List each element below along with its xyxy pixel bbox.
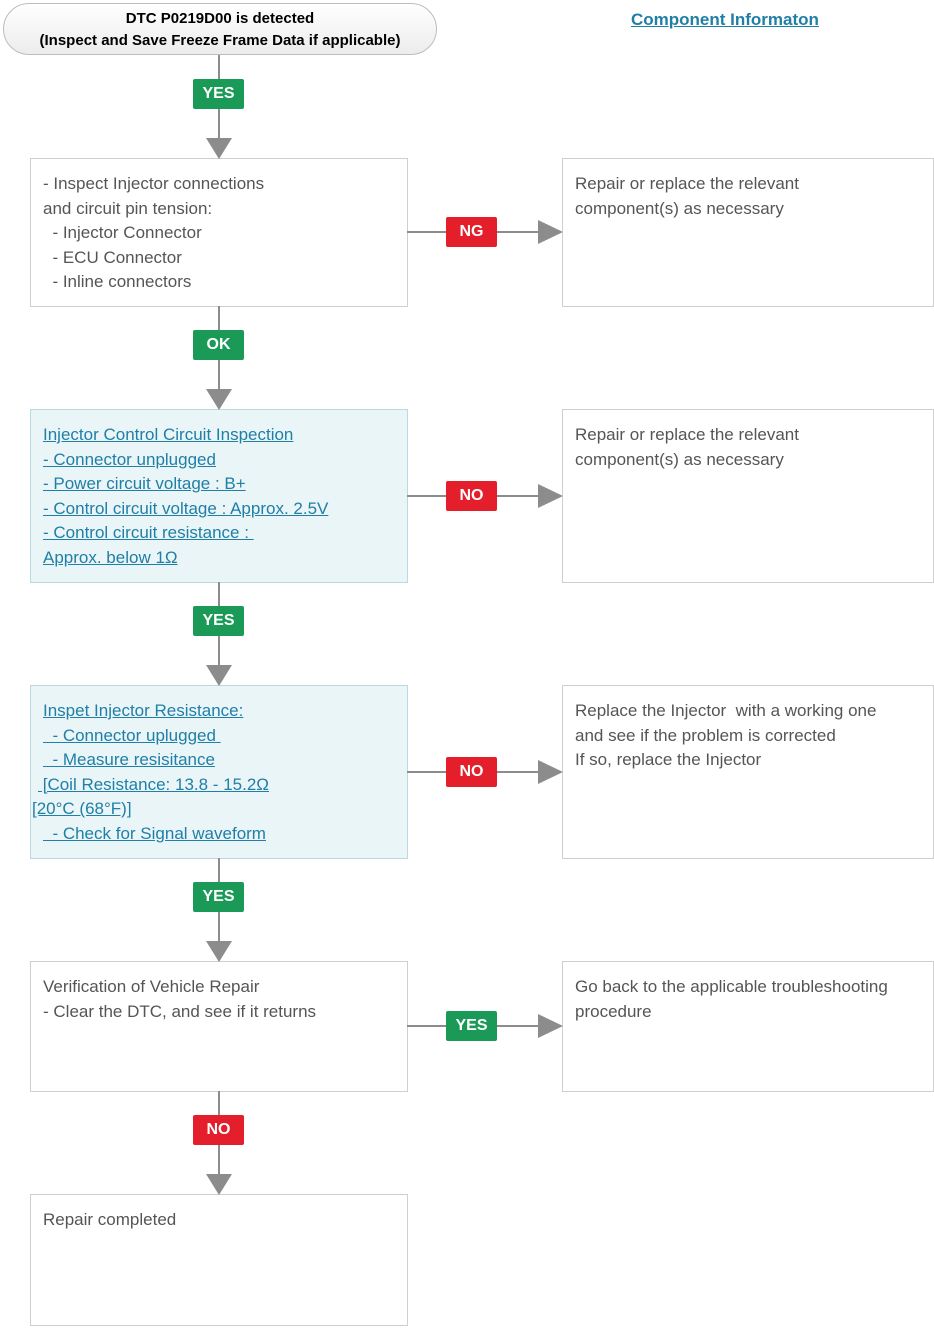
result-line: Replace the Injector with a working one: [575, 701, 877, 720]
step-line: - Clear the DTC, and see if it returns: [43, 1001, 317, 1021]
result-line: Go back to the applicable troubleshooting: [575, 977, 888, 996]
step-line: - Injector Connector: [43, 223, 202, 243]
step-line: - Inspect Injector connections: [43, 174, 265, 193]
result-line: component(s) as necessary: [575, 449, 784, 469]
result-line: Repair or replace the relevant: [575, 425, 799, 444]
badge-no: NO: [446, 757, 497, 787]
link-signal-waveform[interactable]: - Check for Signal waveform: [43, 823, 266, 843]
badge-yes: YES: [193, 882, 244, 912]
badge-no: NO: [446, 481, 497, 511]
step-line: and circuit pin tension:: [43, 198, 213, 218]
step-line: Repair completed: [43, 1210, 177, 1229]
link-temperature[interactable]: [20°C (68°F)]: [32, 799, 132, 819]
badge-yes: YES: [446, 1011, 497, 1041]
start-title: DTC P0219D00 is detected: [125, 10, 315, 27]
result-line: Repair or replace the relevant: [575, 174, 799, 193]
link-control-circuit-resistance[interactable]: - Control circuit resistance :: [43, 523, 254, 543]
badge-no: NO: [193, 1115, 244, 1145]
link-inspect-injector-resistance[interactable]: Inspet Injector Resistance:: [43, 701, 244, 720]
result-line: component(s) as necessary: [575, 198, 784, 218]
badge-ng: NG: [446, 217, 497, 247]
result-line: If so, replace the Injector: [575, 750, 762, 770]
badge-ok: OK: [193, 330, 244, 360]
step-line: - Inline connectors: [43, 272, 192, 292]
link-control-circuit-inspection[interactable]: Injector Control Circuit Inspection: [43, 425, 294, 444]
component-information-link[interactable]: Component Informaton: [631, 10, 819, 29]
link-measure-resistance[interactable]: - Measure resisitance: [43, 750, 215, 770]
badge-yes: YES: [193, 606, 244, 636]
start-subtitle: (Inspect and Save Freeze Frame Data if applicable): [39, 32, 401, 49]
link-connector-uplugged[interactable]: - Connector uplugged: [43, 725, 221, 745]
badge-yes-start: YES: [193, 79, 244, 109]
link-power-circuit-voltage[interactable]: - Power circuit voltage : B+: [43, 474, 246, 494]
step-line: Verification of Vehicle Repair: [43, 977, 260, 996]
link-control-circuit-voltage[interactable]: - Control circuit voltage : Approx. 2.5V: [43, 498, 329, 518]
link-coil-resistance[interactable]: [Coil Resistance: 13.8 - 15.2Ω: [38, 774, 269, 794]
link-connector-unplugged[interactable]: - Connector unplugged: [43, 449, 216, 469]
result-line: and see if the problem is corrected: [575, 725, 836, 745]
result-line: procedure: [575, 1001, 652, 1021]
step-line: - ECU Connector: [43, 247, 182, 267]
link-resistance-value[interactable]: Approx. below 1Ω: [43, 547, 178, 567]
